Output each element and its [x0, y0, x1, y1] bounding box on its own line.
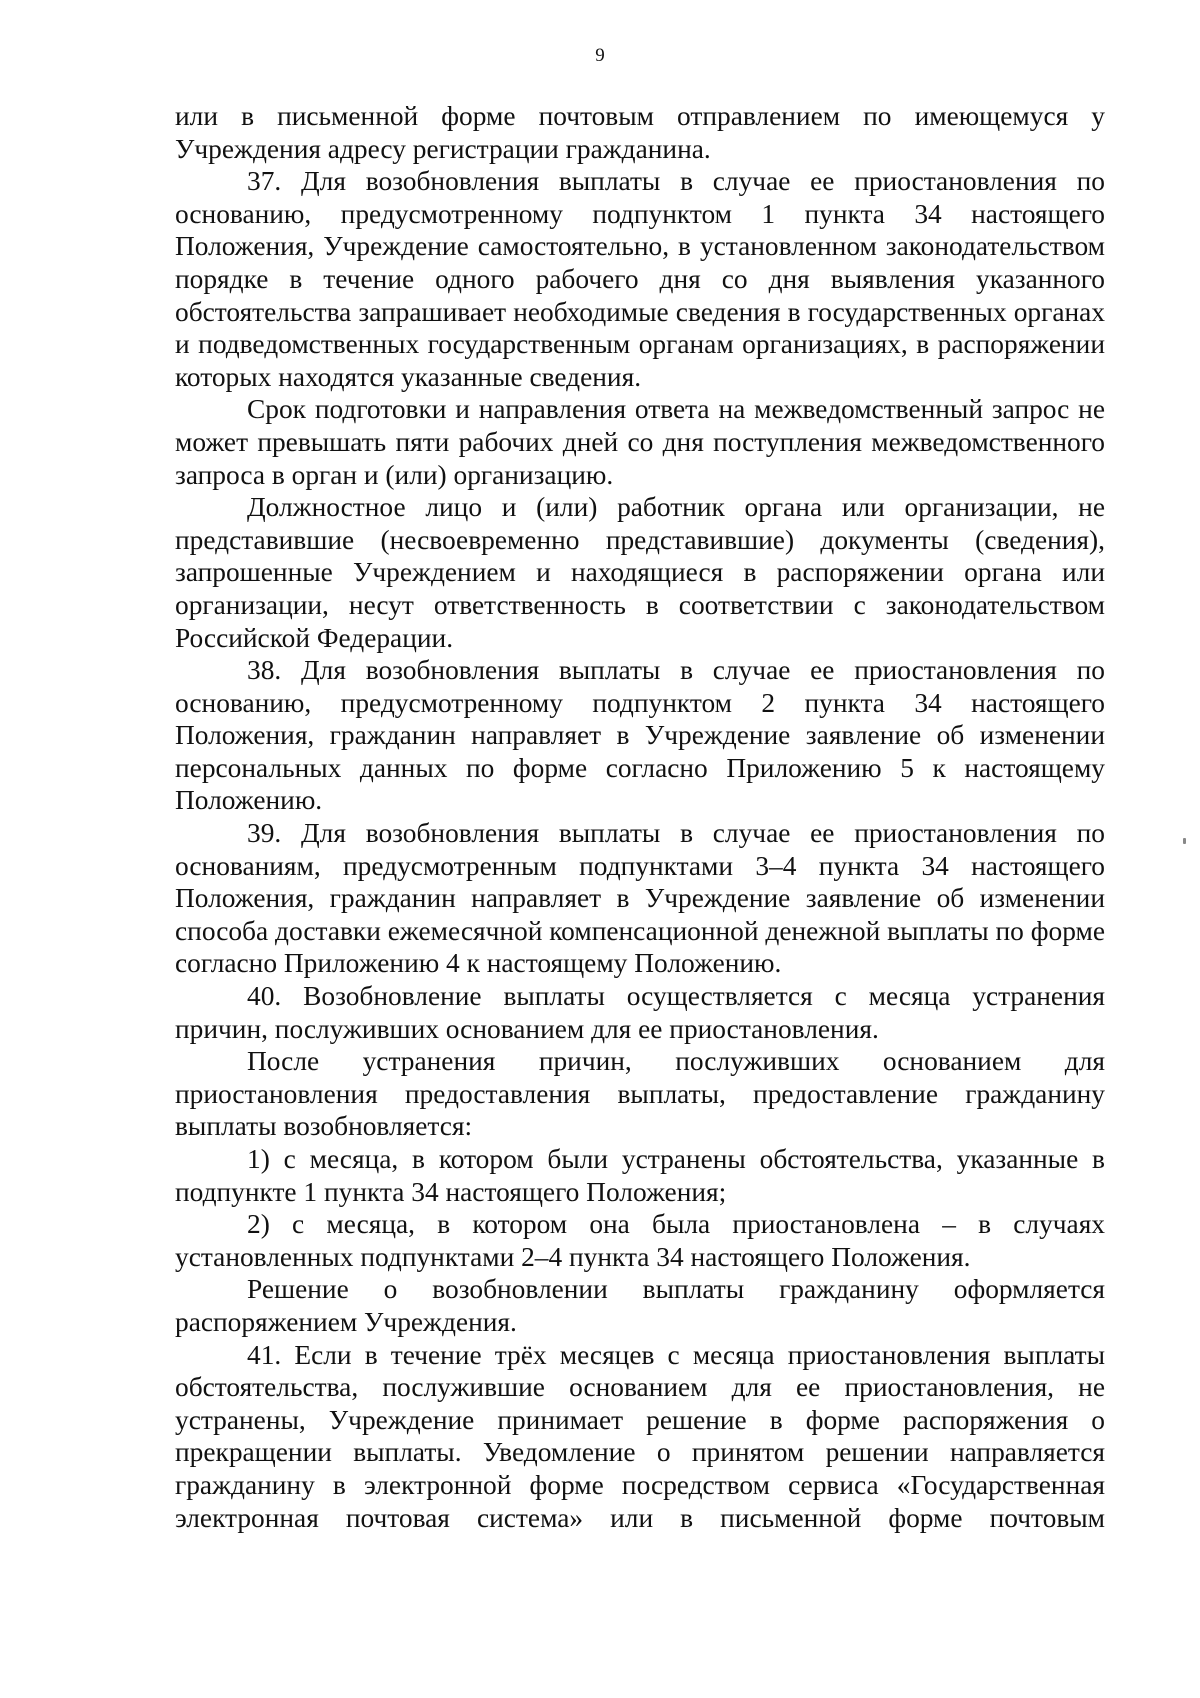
paragraph-item-37: 37. Для возобновления выплаты в случае ее приостановления по основанию, предусмотренному подпунктом 1 пункта 34 настоящего Положения, Учреждение самостоятельно, в установленном законодательством порядке в течение одного рабочего дня со дня выявления указанного обстоятельства запрашивает необходимые сведения в государственных органах и подведомственных государственным органам организациях, в распоряжении которых находятся указанные сведения.: [175, 166, 1105, 392]
paragraph-item-39: 39. Для возобновления выплаты в случае ее приостановления по основаниям, предусмотренным подпунктами 3–4 пункта 34 настоящего Положения, гражданин направляет в Учреждение заявление об изменении способа доставки ежемесячной компенсационной денежной выплаты по форме согласно Приложению 4 к настоящему Положению.: [175, 818, 1105, 979]
paragraph-request-deadline: Срок подготовки и направления ответа на межведомственный запрос не может превышать пяти рабочих дней со дня поступления межведомственного запроса в орган и (или) организацию.: [175, 394, 1105, 490]
paragraph-continuation: или в письменной форме почтовым отправлением по имеющемуся у Учреждения адресу регистрации гражданина.: [175, 101, 1105, 164]
paragraph-responsibility: Должностное лицо и (или) работник органа или организации, не представившие (несвоевременно представившие) документы (сведения), запрошенные Учреждением и находящиеся в распоряжении органа или организации, несут ответственность в соответствии с законодательством Российской Федерации.: [175, 492, 1105, 653]
paragraph-decision: Решение о возобновлении выплаты гражданину оформляется распоряжением Учреждения.: [175, 1274, 1105, 1337]
list-item-1: 1) с месяца, в котором были устранены обстоятельства, указанные в подпункте 1 пункта 34 настоящего Положения;: [175, 1144, 1105, 1207]
list-item-2: 2) с месяца, в котором она была приостановлена – в случаях установленных подпунктами 2–4 пункта 34 настоящего Положения.: [175, 1209, 1105, 1272]
scan-artifact-mark: [1183, 838, 1186, 844]
paragraph-item-38: 38. Для возобновления выплаты в случае ее приостановления по основанию, предусмотренному подпунктом 2 пункта 34 настоящего Положения, гражданин направляет в Учреждение заявление об изменении персональных данных по форме согласно Приложению 5 к настоящему Положению.: [175, 655, 1105, 816]
paragraph-resumption: После устранения причин, послуживших основанием для приостановления предоставления выплаты, предоставление гражданину выплаты возобновляется:: [175, 1046, 1105, 1142]
paragraph-item-41: 41. Если в течение трёх месяцев с месяца приостановления выплаты обстоятельства, послужившие основанием для ее приостановления, не устранены, Учреждение принимает решение в форме распоряжения о прекращении выплаты. Уведомление о принятом решении направляется гражданину в электронной форме посредством сервиса «Государственная электронная почтовая система» или в письменной форме почтовым: [175, 1339, 1105, 1533]
page-number: 9: [595, 45, 605, 66]
paragraph-item-40: 40. Возобновление выплаты осуществляется с месяца устранения причин, послуживших основанием для ее приостановления.: [175, 981, 1105, 1044]
document-body: [175, 100, 1105, 1534]
